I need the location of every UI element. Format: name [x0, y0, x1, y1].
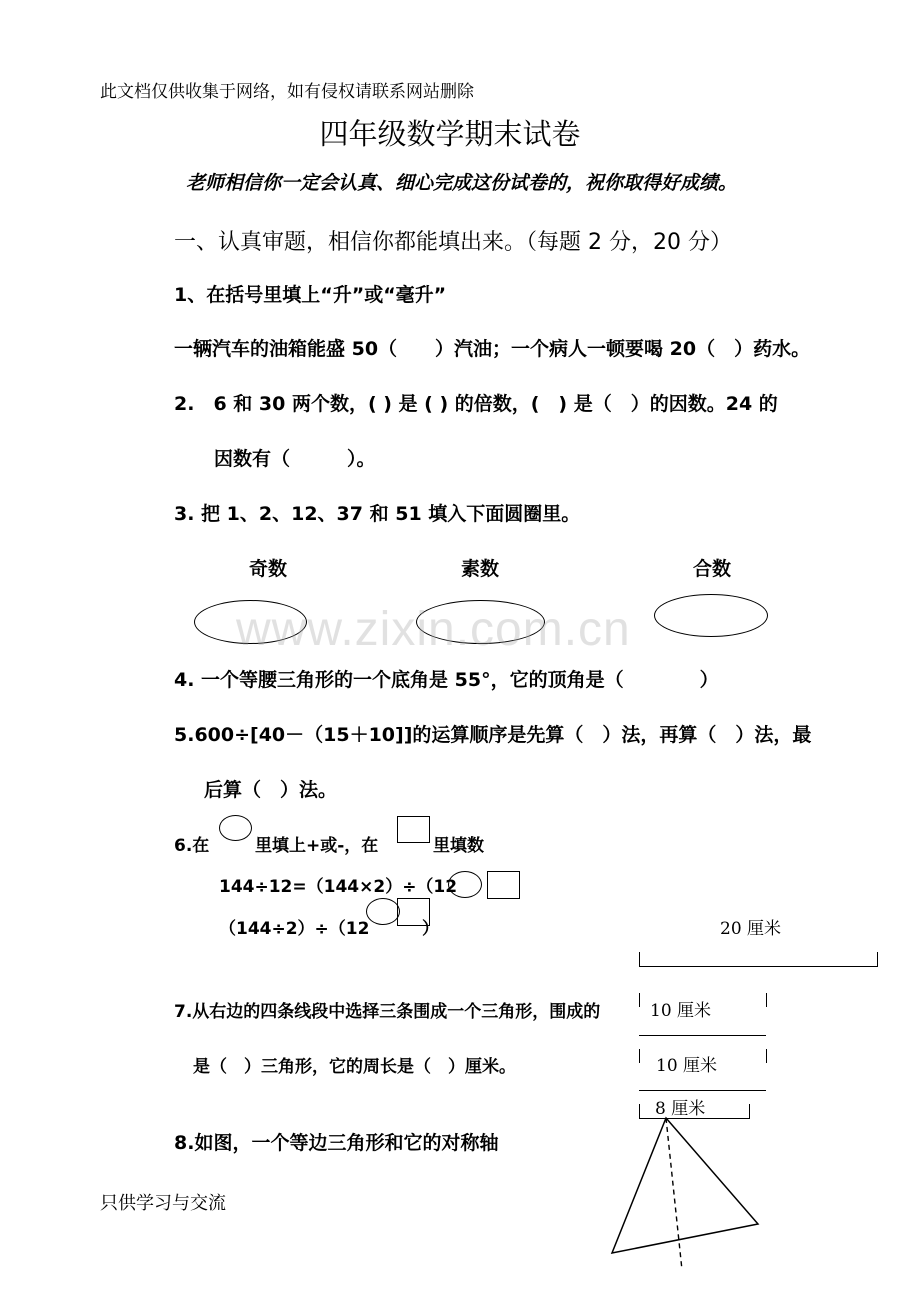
- question-6-suffix: 里填数: [433, 836, 484, 856]
- operator-circle-1[interactable]: [448, 871, 482, 898]
- question-5-line1: 5.600÷[40－（15＋10]]的运算顺序是先算（ ）法，再算（ ）法，最: [174, 724, 812, 746]
- question-6-mid: 里填上+或-，在: [255, 836, 379, 856]
- question-6-prefix: 6.在: [174, 836, 210, 856]
- question-6-equation-2: （144÷2）÷（12: [219, 919, 370, 939]
- number-box-example: [397, 816, 430, 843]
- footer-note: 只供学习与交流: [100, 1193, 226, 1214]
- segment-8cm-label: 8 厘米: [655, 1099, 706, 1119]
- question-8: 8.如图，一个等边三角形和它的对称轴: [174, 1132, 499, 1154]
- question-2-line2: 因数有（ ）。: [214, 448, 376, 470]
- segment-10cm-a-left-tick: [639, 993, 640, 1007]
- odd-label: 奇数: [249, 558, 288, 580]
- segment-20cm-right-tick: [877, 952, 878, 966]
- question-6-equation-2-end: ）: [422, 919, 439, 939]
- segment-10cm-b: [639, 1090, 766, 1091]
- segment-10cm-a-label: 10 厘米: [650, 1001, 712, 1021]
- segment-10cm-b-right-tick: [766, 1049, 767, 1063]
- equilateral-triangle: [612, 1118, 758, 1253]
- section-heading: 一、认真审题，相信你都能填出来。（每题 2 分，20 分）: [174, 230, 732, 255]
- composite-circle[interactable]: [654, 594, 768, 637]
- question-2-line1: 2. 6 和 30 两个数，( ) 是 ( ) 的倍数，( ) 是（ ）的因数。24 的: [174, 393, 778, 415]
- question-4: 4. 一个等腰三角形的一个底角是 55°，它的顶角是（ ）: [174, 669, 719, 691]
- question-7-line2: 是（ ）三角形，它的周长是（ ）厘米。: [193, 1057, 516, 1077]
- question-6-equation-1: 144÷12=（144×2）÷（12: [219, 877, 458, 897]
- question-1-body: 一辆汽车的油箱能盛 50（ ）汽油；一个病人一顿要喝 20（ ）药水。: [174, 338, 811, 360]
- question-1-prompt: 1、在括号里填上“升”或“毫升”: [174, 284, 447, 306]
- segment-10cm-a: [639, 1035, 766, 1036]
- segment-10cm-a-right-tick: [766, 993, 767, 1007]
- segment-20cm: [639, 966, 878, 967]
- operator-circle-2[interactable]: [366, 898, 400, 925]
- number-box-1[interactable]: [487, 871, 520, 899]
- segment-20cm-left-tick: [639, 952, 640, 966]
- prime-label: 素数: [461, 558, 500, 580]
- segment-10cm-b-left-tick: [639, 1049, 640, 1063]
- operator-circle-example: [219, 815, 252, 841]
- page-title: 四年级数学期末试卷: [319, 117, 581, 151]
- page-subtitle: 老师相信你一定会认真、细心完成这份试卷的，祝你取得好成绩。: [186, 172, 738, 194]
- question-7-line1: 7.从右边的四条线段中选择三条围成一个三角形，围成的: [174, 1002, 601, 1022]
- question-5-line2: 后算（ ）法。: [204, 779, 338, 801]
- watermark: www.zixin.com.cn: [236, 603, 631, 656]
- equilateral-triangle-figure: [600, 1110, 770, 1275]
- symmetry-axis: [666, 1118, 682, 1270]
- question-3-prompt: 3. 把 1、2、12、37 和 51 填入下面圆圈里。: [174, 503, 581, 525]
- segment-10cm-b-label: 10 厘米: [656, 1056, 718, 1076]
- segment-20cm-label: 20 厘米: [720, 919, 782, 939]
- header-note: 此文档仅供收集于网络，如有侵权请联系网站删除: [100, 82, 474, 102]
- composite-label: 合数: [693, 558, 732, 580]
